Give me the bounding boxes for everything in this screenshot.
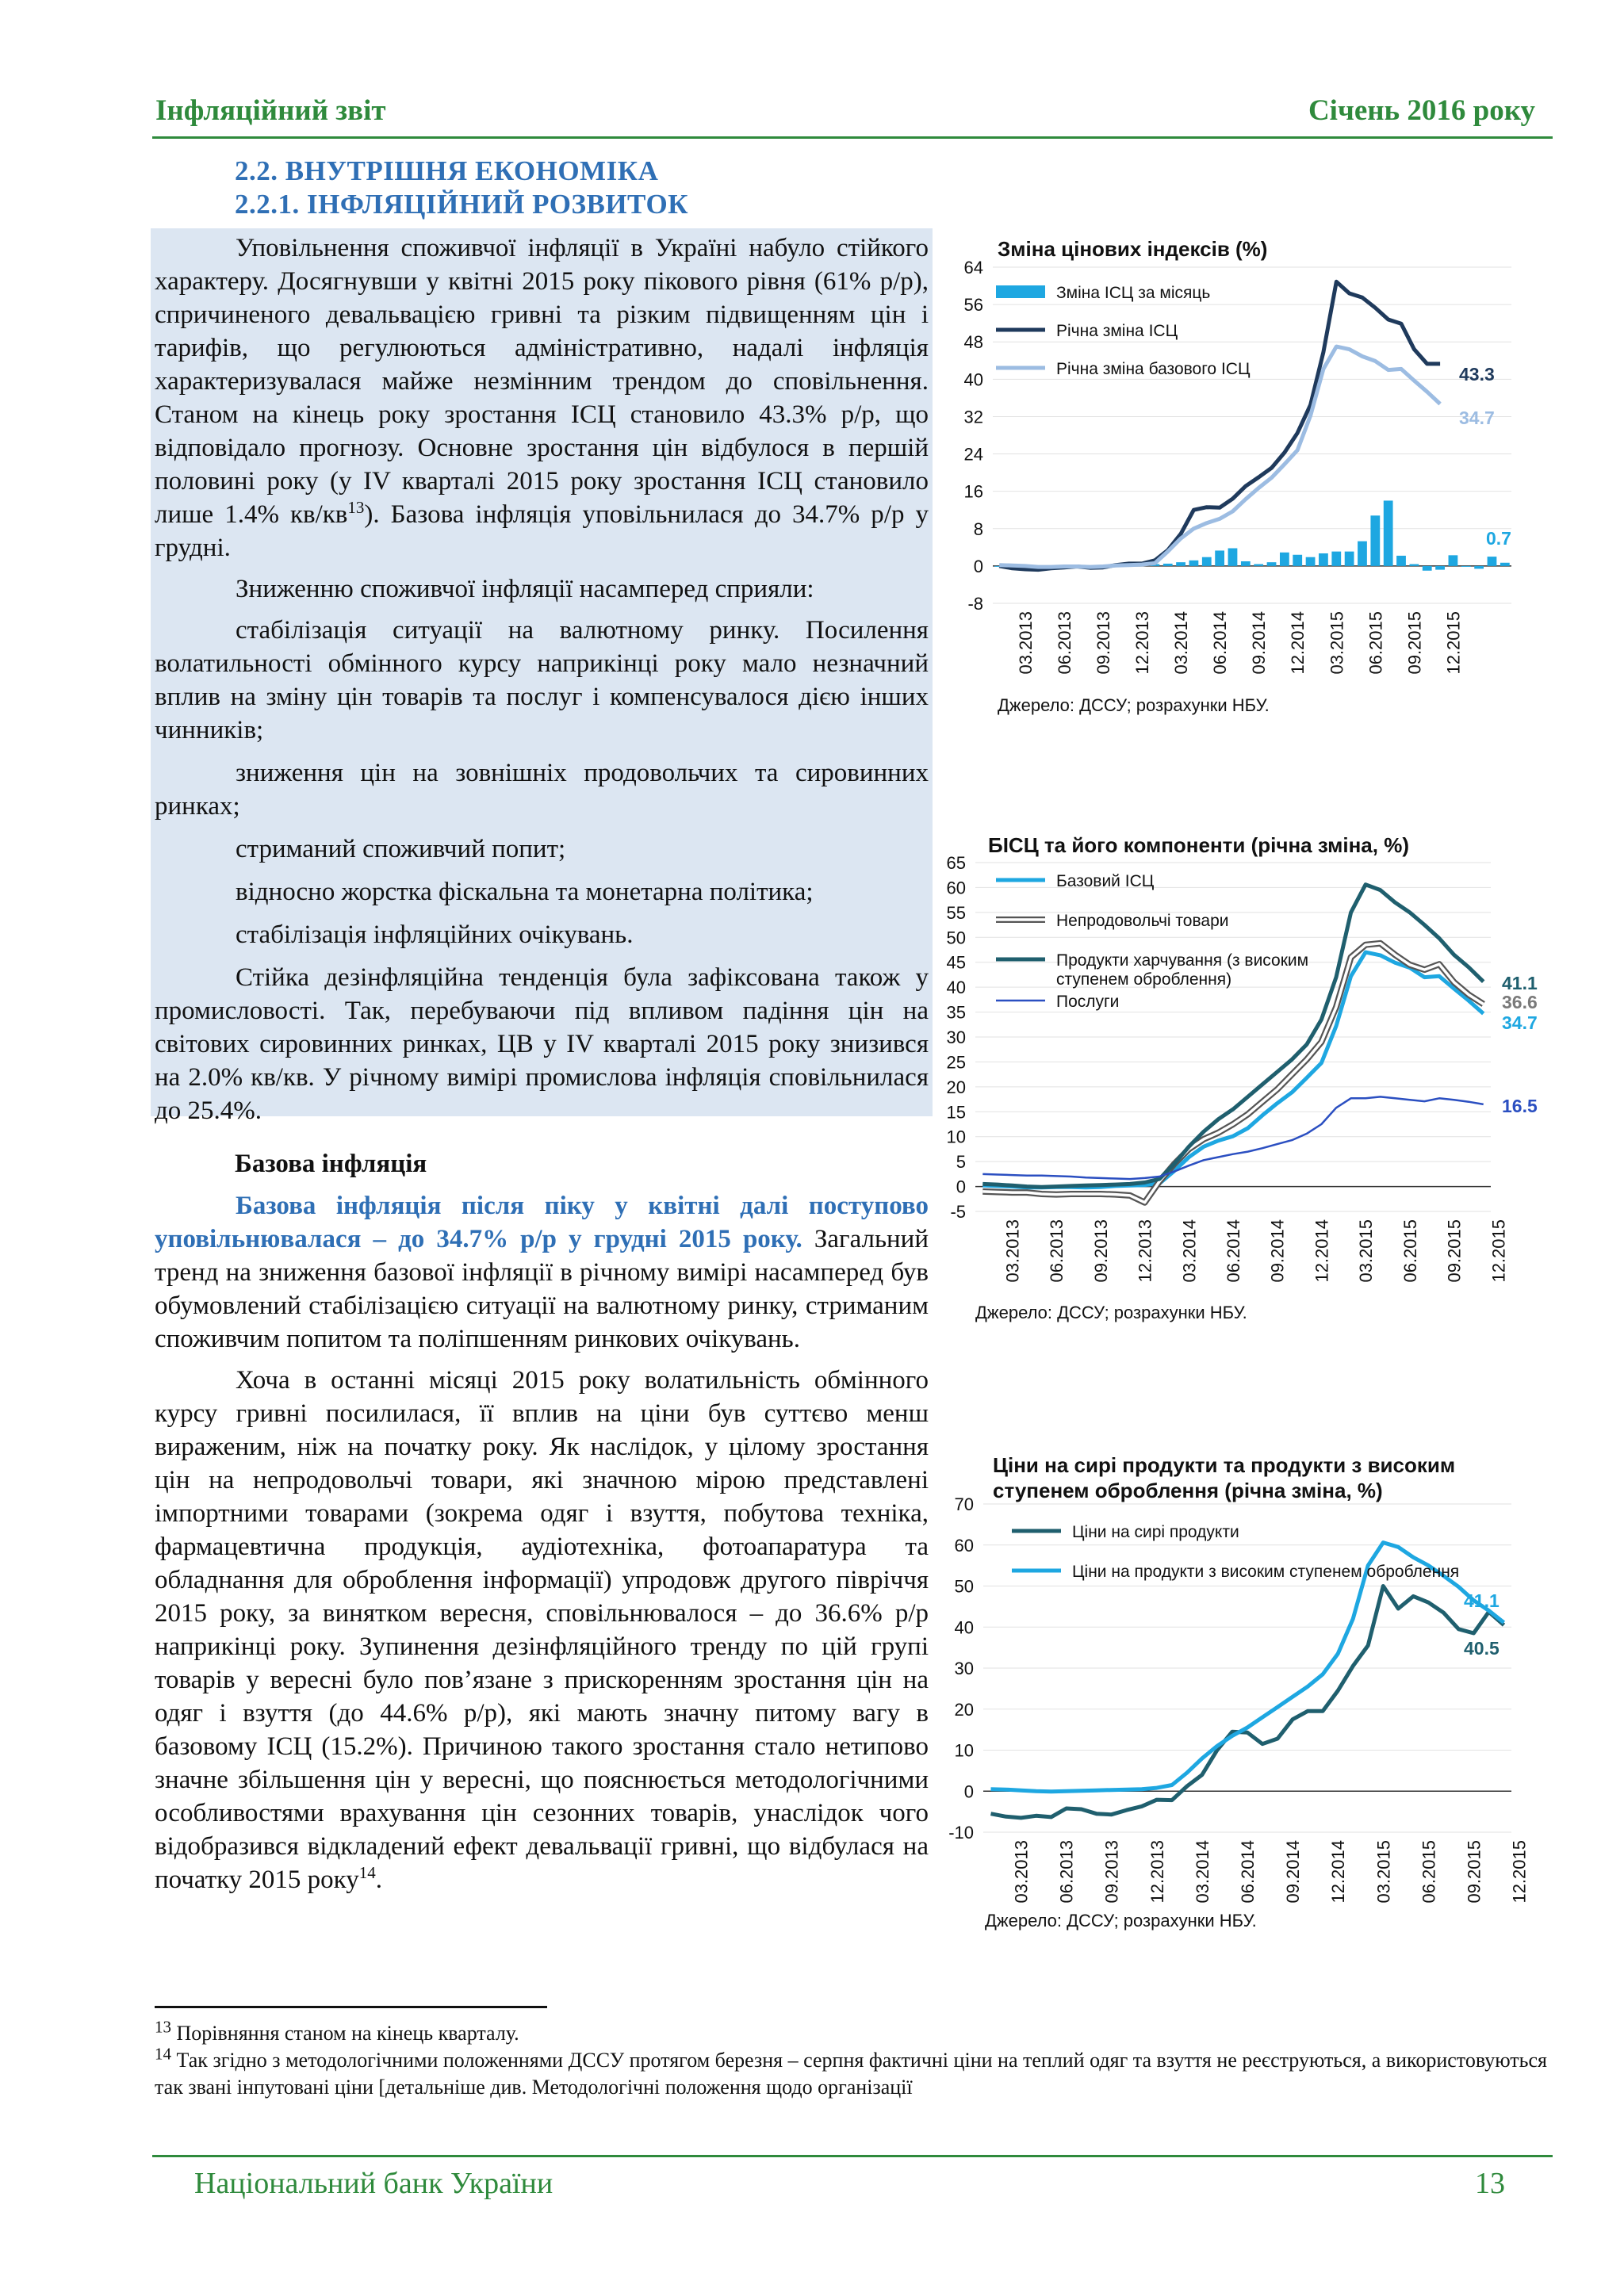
legend-label: Ціни на продукти з високим ступенем оброблення [1072, 1563, 1460, 1581]
body-text [155, 1189, 929, 1904]
y-tick-label: 10 [954, 1740, 974, 1761]
bar [1319, 553, 1328, 566]
y-tick-label: -8 [967, 594, 983, 614]
y-tick-label: 64 [963, 258, 983, 277]
bar [1241, 561, 1251, 566]
y-tick-label: 50 [954, 1576, 974, 1597]
chart-title [993, 1453, 1455, 1502]
chart-title: Зміна цінових індексів (%) [998, 237, 1268, 261]
end-label: 41.1 [1464, 1590, 1500, 1611]
x-tick-label: 12.2013 [1135, 1219, 1155, 1283]
y-tick-label: 45 [946, 952, 966, 973]
x-tick-label: 12.2014 [1328, 1840, 1349, 1904]
report-title: Інфляційний звіт [155, 94, 386, 127]
y-tick-label: 48 [963, 332, 983, 353]
chart-source: Джерело: ДССУ; розрахунки НБУ. [985, 1911, 1257, 1931]
x-tick-label: 09.2013 [1090, 1219, 1111, 1283]
y-tick-label: 60 [954, 1535, 974, 1556]
bar [1435, 566, 1445, 570]
bar [1358, 541, 1367, 566]
y-tick-label: 20 [946, 1077, 966, 1097]
x-tick-label: 12.2013 [1132, 611, 1153, 675]
legend-label: ступенем оброблення) [1056, 970, 1232, 989]
y-tick-label: 25 [946, 1052, 966, 1073]
x-tick-label: 06.2015 [1365, 611, 1386, 675]
x-tick-label: 03.2013 [1011, 1840, 1032, 1904]
header-rule [152, 136, 1553, 139]
y-tick-label: -10 [948, 1823, 974, 1843]
bar [1409, 564, 1419, 566]
end-label: 34.7 [1459, 408, 1495, 428]
legend-label: Ціни на сирі продукти [1072, 1523, 1239, 1541]
x-tick-label: 06.2013 [1056, 1840, 1077, 1904]
y-tick-label: 65 [946, 853, 966, 873]
bar [1215, 550, 1224, 565]
bar [1449, 555, 1458, 566]
chart-title-line: Ціни на сирі продукти та продукти з високим [993, 1453, 1456, 1477]
paragraph: Уповільнення споживчої інфляції в Україні набуло стійкого характеру. Досягнувши у квітні 2015 року пікового рівня (61% р/р), спричиненого девальвацією гривні та різким підвищенням цін і тарифів, що регулюються адміністративно, надалі інфляція характеризувалася майже незмінним трендом до сповільнення. Станом на кінець року зростання ІСЦ становило 43.3% р/р, що відповідало прогнозу. Основне зростання цін відбулося в першій половині року (у IV кварталі 2015 року зростання ІСЦ становило лише 1.4% $кв/кв^{13}$). Базова інфляція уповільнилася до 34.7% р/р у грудні. [155, 234, 929, 562]
y-tick-label: 8 [973, 519, 983, 539]
y-tick-label: 30 [954, 1659, 974, 1678]
x-tick-label: 06.2015 [1400, 1219, 1420, 1283]
y-tick-label: 0 [963, 1781, 974, 1802]
y-tick-label: 0 [956, 1177, 966, 1197]
x-tick-label: 09.2014 [1283, 1840, 1304, 1904]
x-tick-label: 03.2013 [1015, 611, 1036, 675]
list-item: стриманий споживчий попит; [236, 835, 566, 863]
y-tick-label: 24 [963, 444, 983, 465]
bar [1280, 553, 1289, 566]
y-tick-label: 40 [946, 978, 966, 998]
x-tick-label: 03.2014 [1192, 1840, 1212, 1904]
y-tick-label: 20 [954, 1699, 974, 1720]
report-date: Січень 2016 року [1308, 94, 1535, 127]
end-label: 36.6 [1502, 992, 1538, 1012]
bar [1267, 562, 1277, 566]
end-label: 41.1 [1502, 973, 1538, 993]
end-label: 34.7 [1502, 1012, 1538, 1033]
footer-bank-name: Національний банк України [194, 2167, 553, 2200]
x-tick-label: 12.2014 [1312, 1219, 1332, 1283]
legend-label: Базовий ІСЦ [1056, 872, 1155, 890]
y-tick-label: 55 [946, 902, 966, 923]
footnote-ref: 14 [358, 1863, 376, 1882]
bar [1474, 566, 1484, 569]
x-tick-label: 06.2013 [1047, 1219, 1067, 1283]
chart-price-indices [944, 234, 1530, 725]
bar [1384, 500, 1393, 565]
y-tick-label: 10 [946, 1127, 966, 1147]
bar [1189, 561, 1199, 566]
x-tick-label: 03.2015 [1373, 1840, 1394, 1904]
bar [1423, 566, 1432, 571]
bar [1370, 515, 1380, 566]
x-tick-label: 03.2015 [1356, 1219, 1377, 1283]
bar [1306, 557, 1316, 566]
legend-label: Продукти харчування (з високим [1056, 951, 1309, 970]
bar [1331, 552, 1341, 566]
legend-label: Непродовольчі товари [1056, 912, 1229, 930]
y-tick-label: 16 [963, 481, 983, 502]
footnote-rule [155, 2006, 547, 2008]
x-tick-label: 09.2015 [1464, 1840, 1484, 1904]
bar [1254, 564, 1263, 566]
end-label: 16.5 [1502, 1096, 1538, 1116]
x-tick-label: 09.2014 [1267, 1219, 1288, 1283]
bar [1345, 552, 1354, 566]
bar [1488, 557, 1497, 566]
y-tick-label: 56 [963, 295, 983, 316]
page-number: 13 [1475, 2167, 1505, 2200]
lead-sentence: Базова інфляція після піку у квітні далі поступово уповільнювалася – до 34.7% р/р у грудні 2015 року. [155, 1192, 929, 1253]
chart-title-line: ступенем оброблення (річна зміна, %) [993, 1479, 1383, 1502]
y-tick-label: 40 [954, 1617, 974, 1638]
y-tick-label: 70 [954, 1494, 974, 1514]
bar [1228, 549, 1238, 566]
legend-label: Послуги [1056, 993, 1120, 1011]
x-tick-label: 12.2015 [1509, 1840, 1530, 1904]
end-label: 40.5 [1464, 1638, 1500, 1659]
x-tick-label: 03.2015 [1327, 611, 1347, 675]
legend-swatch [996, 285, 1045, 298]
legend-label: Зміна ІСЦ за місяць [1056, 284, 1211, 302]
chart-source: Джерело: ДССУ; розрахунки НБУ. [975, 1303, 1247, 1322]
x-tick-label: 06.2014 [1224, 1219, 1243, 1283]
bar [1293, 555, 1302, 566]
paragraph: Стійка дезінфляційна тенденція була зафіксована також у промисловості. Так, перебуваючи під впливом падіння цін на світових сировинних ринках, ЦВ у IV кварталі 2015 року знизився на 2.0% кв/кв. У річному вимірі промислова інфляція сповільнилася до 25.4%. [155, 963, 929, 1125]
x-tick-label: 12.2013 [1147, 1840, 1167, 1904]
legend-label: Річна зміна базового ІСЦ [1056, 360, 1251, 378]
paragraph: Зниженню споживчої інфляції насамперед сприяли: [236, 575, 814, 603]
footer-rule [152, 2155, 1553, 2157]
x-tick-label: 09.2013 [1093, 611, 1113, 675]
footnote-13: $^{13}$ Порівняння станом на кінець кварталу. [155, 2017, 519, 2045]
x-tick-label: 06.2014 [1238, 1840, 1258, 1904]
y-tick-label: 60 [946, 878, 966, 898]
x-tick-label: 09.2014 [1249, 611, 1270, 675]
chart-core-cpi-components [944, 832, 1538, 1332]
list-item: стабілізація ситуації на валютному ринку. Посилення волатильності обмінного курсу наприкінці року мало незначний вплив на зміну цін товарів та послуг і компенсувалося дією інших чинників; [155, 616, 929, 744]
x-tick-label: 06.2013 [1054, 611, 1074, 675]
bar [1202, 557, 1212, 566]
x-tick-label: 12.2015 [1488, 1219, 1509, 1283]
y-tick-label: 15 [946, 1102, 966, 1123]
legend-label: Річна зміна ІСЦ [1056, 322, 1178, 340]
x-tick-label: 12.2015 [1443, 611, 1464, 675]
y-tick-label: 32 [963, 407, 983, 427]
bar [1396, 556, 1406, 566]
chart-source: Джерело: ДССУ; розрахунки НБУ. [998, 695, 1270, 715]
subheading: Базова інфляція [235, 1150, 427, 1178]
footnote-ref: 13 [347, 498, 365, 517]
list-item: відносно жорстка фіскальна та монетарна політика; [236, 878, 814, 906]
bar [1500, 563, 1510, 566]
y-tick-label: 40 [963, 369, 983, 390]
x-tick-label: 06.2015 [1419, 1840, 1439, 1904]
paragraph: Хоча в останні місяці 2015 року волатильність обмінного курсу гривні посилилася, її вплив на ціни був суттєво менш вираженим, ніж на початку року. Як наслідок, у цілому зростання цін на непродовольчі товари, які значною мірою представлені імпортними товарами (зокрема одяг і взуття, побутова техніка, фармацевтична продукція, аудіотехніка, фотоапаратура та обладнання для оброблення інформації) упродовж другого півріччя 2015 року, за винятком вересня, сповільнювалося – до 36.6% р/р наприкінці року. Зупинення дезінфляційного тренду по цій групі товарів у вересні було пов’язане з прискоренням зростання цін на одяг і взуття (до 44.6% р/р), які мають значну питому вагу в базовому ІСЦ (15.2%). Причиною такого зростання стало нетипово значне збільшення цін у вересні, що пояснюється методологічними особливостями врахування цін сезонних товарів, унаслідок чого відобразився відкладений ефект девальвації гривні, що відбулася на початку 2015 року$^{14}$. [155, 1366, 929, 1894]
list-item: стабілізація інфляційних очікувань. [236, 920, 634, 949]
footnote-14: $^{14}$ Так згідно з методологічними положеннями ДССУ протягом березня – серпня фактичні ціни на теплий одяг та взуття не реєструються, а використовуються так звані інпутовані ціни [детальніше див. Методологічні положення щодо організації [155, 2044, 1548, 2099]
chart-title: БІСЦ та його компоненти (річна зміна, %) [988, 833, 1409, 857]
bar [1461, 566, 1471, 567]
section-title: 2.2. ВНУТРІШНЯ ЕКОНОМІКА [235, 155, 659, 186]
x-tick-label: 12.2014 [1288, 611, 1308, 675]
paragraph: Базова інфляція після піку у квітні далі поступово уповільнювалася – до 34.7% р/р у грудні 2015 року. Загальний тренд на зниження базової інфляції в річному вимірі насамперед був обумовлений стабілізацією ситуації на валютному ринку, стриманим споживчим попитом та поліпшенням ринкових очікувань. [155, 1192, 929, 1353]
y-tick-label: 50 [946, 928, 966, 948]
footnotes [155, 2017, 1548, 2101]
y-tick-label: 0 [973, 556, 983, 576]
end-label: 0.7 [1486, 528, 1511, 549]
summary-text [155, 232, 929, 1135]
x-tick-label: 09.2013 [1101, 1840, 1122, 1904]
bar [1163, 564, 1173, 566]
x-tick-label: 03.2013 [1002, 1219, 1023, 1283]
x-tick-label: 03.2014 [1179, 1219, 1200, 1283]
list-item: зниження цін на зовнішніх продовольчих та сировинних ринках; [155, 759, 929, 821]
x-tick-label: 06.2014 [1210, 611, 1231, 675]
y-tick-label: 30 [946, 1027, 966, 1047]
chart-raw-vs-processed-food [944, 1447, 1530, 1938]
series-line [991, 1586, 1504, 1818]
y-tick-label: 5 [956, 1152, 966, 1173]
subsection-title: 2.2.1. ІНФЛЯЦІЙНИЙ РОЗВИТОК [235, 189, 689, 220]
y-tick-label: 35 [946, 1002, 966, 1023]
x-tick-label: 03.2014 [1171, 611, 1192, 675]
y-tick-label: -5 [950, 1202, 966, 1222]
x-tick-label: 09.2015 [1444, 1219, 1465, 1283]
x-tick-label: 09.2015 [1404, 611, 1425, 675]
bar [1176, 562, 1185, 566]
end-label: 43.3 [1459, 364, 1495, 385]
